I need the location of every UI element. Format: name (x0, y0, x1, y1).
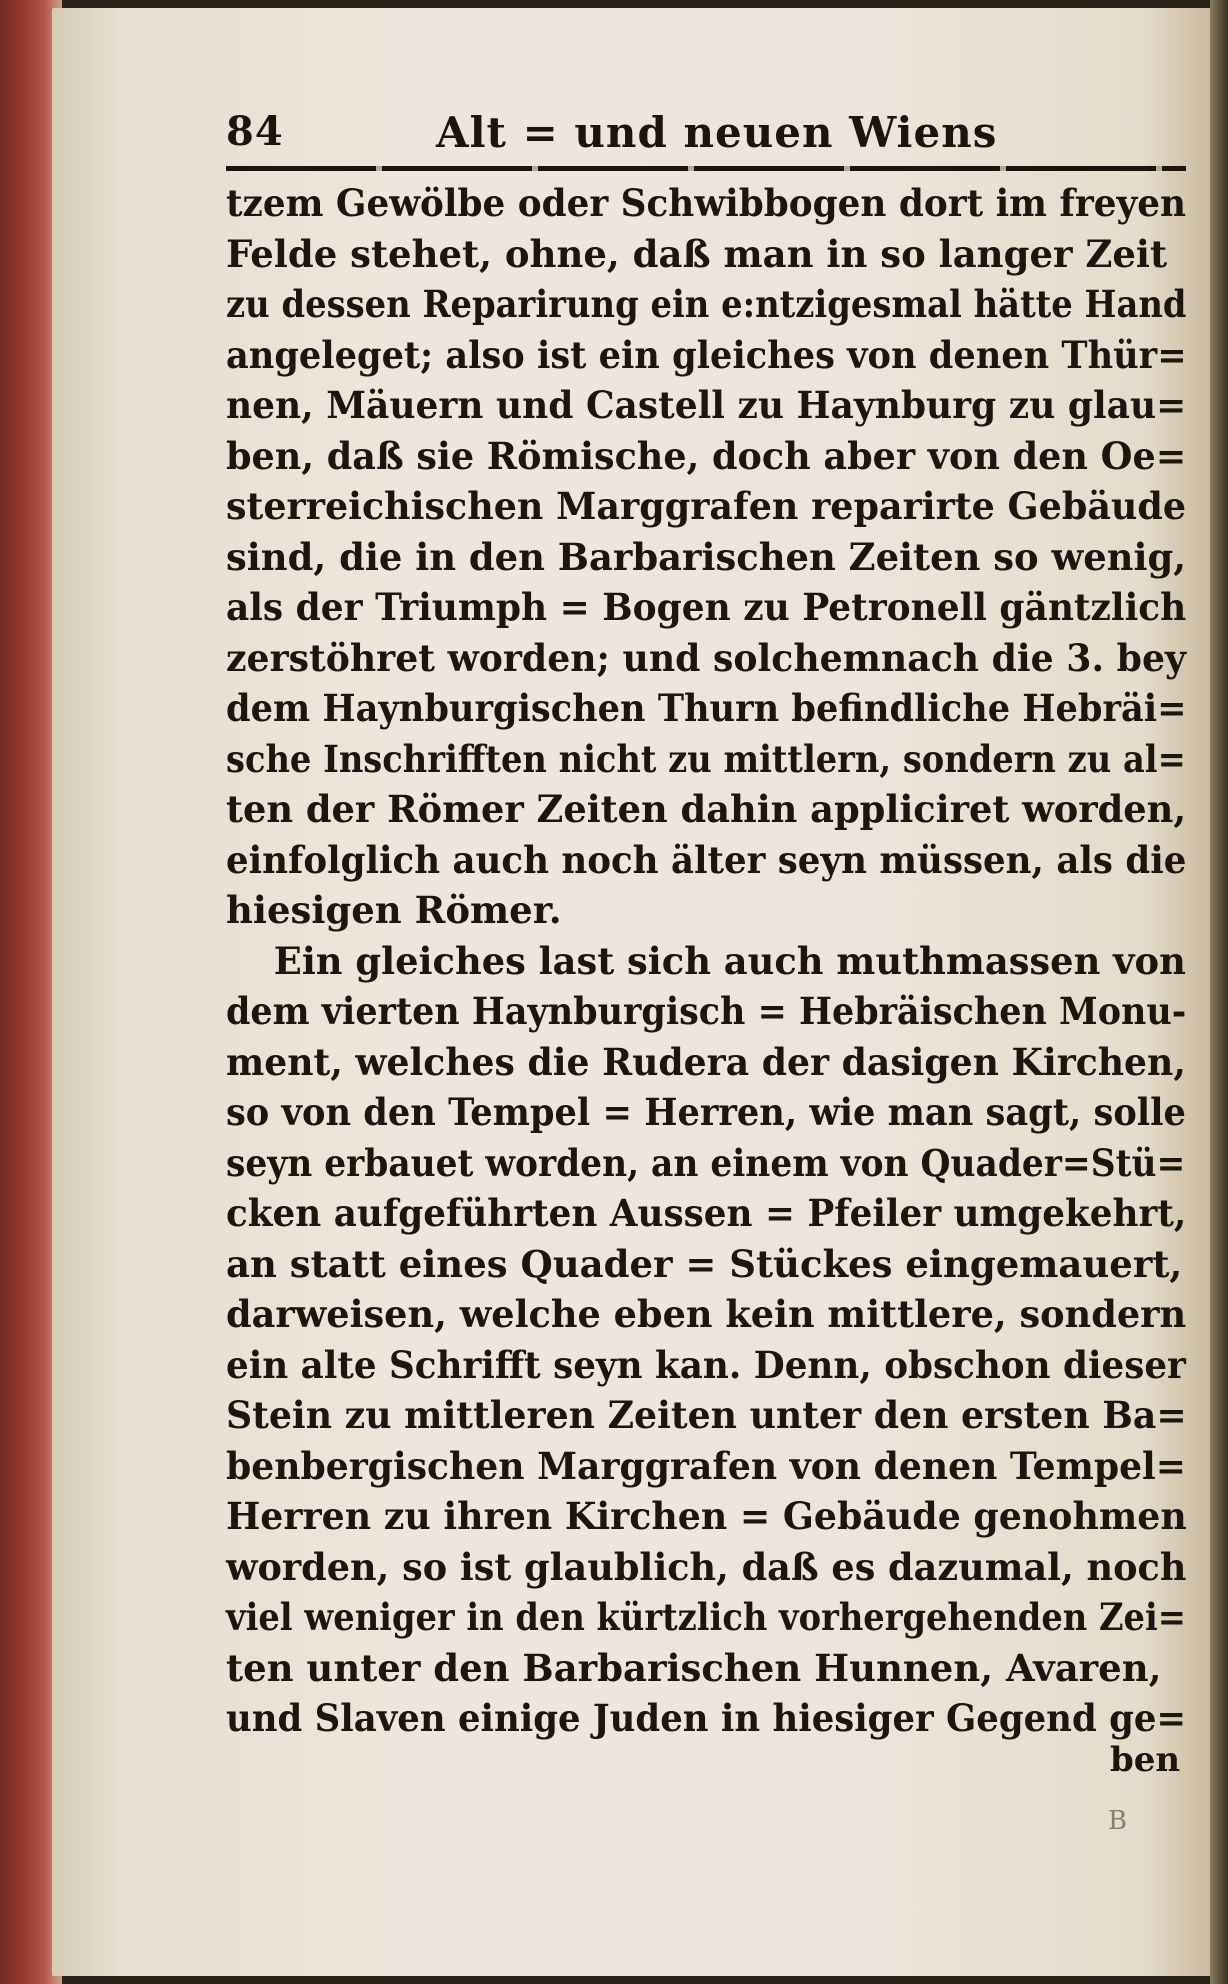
text-line: ten der Römer Zeiten dahin appliciret worden, (226, 787, 1187, 831)
body-text (226, 178, 1186, 1744)
text-line: an statt eines Quader = Stückes eingemauert, (226, 1241, 1183, 1286)
text-line: dem vierten Haynburgisch = Hebräischen Monu- (226, 989, 1187, 1033)
text-line: ment, welches die Rudera der dasigen Kirchen, (226, 1039, 1186, 1084)
text-line: einfolglich auch noch älter seyn müssen, als die (226, 837, 1187, 882)
page-number: 84 (226, 108, 284, 155)
text-line: seyn erbauet worden, an einem von Quader=Stü= (226, 1140, 1186, 1185)
text-line: nen, Mäuern und Castell zu Haynburg zu glau= (226, 383, 1187, 427)
running-title: Alt = und neuen Wiens (436, 108, 998, 157)
page-header (226, 108, 1186, 168)
text-line: ein alte Schrifft seyn kan. Denn, obschon dieser (226, 1342, 1186, 1387)
text-line: Ein gleiches last sich auch muthmassen von (273, 938, 1186, 983)
text-line: ben, daß sie Römische, doch aber von den Oe= (226, 433, 1187, 478)
catchword: ben (1110, 1740, 1181, 1780)
text-line: worden, so ist glaublich, daß es dazumal, noch (226, 1544, 1187, 1589)
text-line: sind, die in den Barbarischen Zeiten so wenig, (226, 534, 1187, 579)
signature-mark: B (1108, 1806, 1128, 1836)
text-line: Herren zu ihren Kirchen = Gebäude genohmen (226, 1494, 1187, 1538)
text-line: viel weniger in den kürtzlich vorhergehenden Zei= (226, 1595, 1186, 1639)
text-line: sterreichischen Marggrafen reparirte Gebäude (226, 484, 1187, 528)
text-line: ten unter den Barbarischen Hunnen, Avaren, (226, 1645, 1162, 1690)
text-line: als der Triumph = Bogen zu Petronell gäntzlich (226, 585, 1187, 629)
text-line: hiesigen Römer. (226, 888, 562, 932)
binding-shadow (1210, 0, 1228, 1984)
text-line: angeleget; also ist ein gleiches von denen Thür= (226, 332, 1187, 377)
header-rule (226, 166, 1186, 171)
text-line: dem Haynburgischen Thurn befindliche Hebräi= (226, 686, 1187, 730)
text-line: Felde stehet, ohne, daß man in so langer Zeit (226, 231, 1168, 276)
text-line: zerstöhret worden; und solchemnach die 3. bey (226, 635, 1187, 680)
text-line: tzem Gewölbe oder Schwibbogen dort im freyen (226, 181, 1187, 225)
text-line: cken aufgeführten Aussen = Pfeiler umgekehrt, (226, 1191, 1187, 1235)
text-line: und Slaven einige Juden in hiesiger Gegend ge= (226, 1696, 1187, 1740)
text-line: benbergischen Marggrafen von denen Tempel= (226, 1443, 1187, 1488)
text-line: sche Inschrifften nicht zu mittlern, sondern zu al= (226, 736, 1186, 781)
text-line: so von den Tempel = Herren, wie man sagt, solle (226, 1090, 1186, 1134)
text-line: Stein zu mittleren Zeiten unter den ersten Ba= (226, 1393, 1187, 1437)
text-line: darweisen, welche eben kein mittlere, sondern (226, 1292, 1187, 1336)
text-line: zu dessen Reparirung ein e:ntzigesmal hätte Hand (226, 282, 1187, 326)
